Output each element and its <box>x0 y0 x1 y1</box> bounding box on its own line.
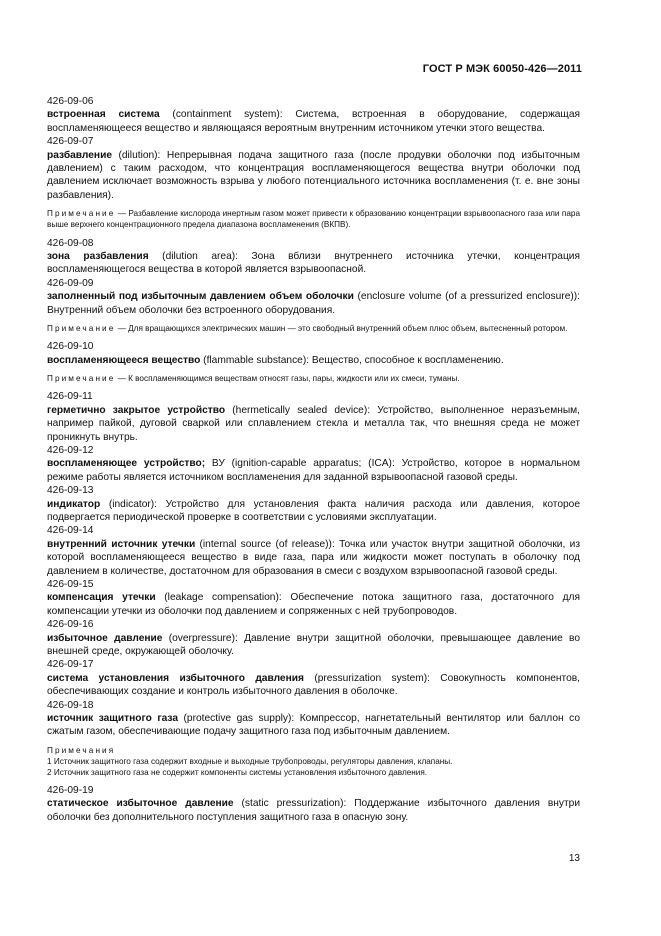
term-text: (containment system): Система, встроенная в оборудование, содержащая воспламеняющееся вещество и являющаяся вероятным внутренним источником утечки этого вещества. <box>47 109 580 134</box>
note-label: Примечание <box>47 324 116 334</box>
term-title: воспламеняющее устройство; <box>47 458 206 470</box>
term-text: (static pressurization): Поддержание избыточного давления внутри оболочки без дополнительного поступления защитного газа в опасную зону. <box>47 798 581 823</box>
term-title: внутренний источник утечки <box>47 538 196 550</box>
term-number: 426-09-11 <box>47 391 93 403</box>
term-entry <box>47 390 580 444</box>
term-title: статическое избыточное давление <box>47 798 234 810</box>
note-item: 2 Источник защитного газа не содержит компоненты системы установления избыточного давления. <box>47 767 428 777</box>
term-title: герметично закрытое устройство <box>47 404 226 416</box>
term-definition <box>47 591 580 618</box>
note-item: 1 Источник защитного газа содержит входные и выходные трубопроводы, регуляторы давления, клапаны. <box>47 756 453 766</box>
note-text: — Для вращающихся электрических машин — это свободный внутренний объем плюс объем, вытесненный ротором. <box>115 324 568 334</box>
term-text: (dilution area): Зона вблизи внутреннего источника утечки, концентрация воспламеняющегося вещества в которой является взрывоопасной. <box>47 251 580 276</box>
term-text: (enclosure volume (of a pressurized enclosure)): Внутренний объем оболочки без встроенного оборудования. <box>47 291 580 316</box>
term-definition <box>47 712 580 739</box>
term-entry <box>47 524 580 578</box>
term-entry <box>47 135 580 230</box>
term-definition <box>47 354 580 367</box>
term-text: (indicator): Устройство для установления факта наличия расхода или давления, которое подвергается периодической проверке в соответствии с условиями эксплуатации. <box>47 498 580 523</box>
term-title: индикатор <box>47 498 101 510</box>
term-definition <box>47 149 580 203</box>
term-text: (leakage compensation): Обеспечение потока защитного газа, достаточного для компенсации утечки из оболочки под давлением и сопряженных с ней трубопроводов. <box>47 592 580 617</box>
term-number: 426-09-15 <box>47 579 94 590</box>
term-entry <box>47 784 580 824</box>
term-title: компенсация утечки <box>47 592 156 604</box>
term-note <box>47 373 580 384</box>
term-entry <box>47 277 580 334</box>
term-definition <box>47 250 580 277</box>
term-number: 426-09-18 <box>47 699 94 711</box>
term-definition <box>47 457 580 484</box>
term-title: разбавление <box>47 149 112 161</box>
term-definition <box>47 404 580 444</box>
term-text: (pressurization system): Совокупность компонентов, обеспечивающих создание и контроль избыточного давления в оболочке. <box>47 672 580 698</box>
term-number: 426-09-19 <box>47 784 94 796</box>
term-text: (flammable substance): Вещество, способное к воспламенению. <box>200 354 504 366</box>
term-number: 426-09-06 <box>47 96 94 107</box>
term-number: 426-09-16 <box>47 619 94 631</box>
page-number: 13 <box>568 853 580 864</box>
term-number: 426-09-07 <box>47 136 94 148</box>
term-entry <box>47 699 580 778</box>
term-title: избыточное давление <box>47 632 163 644</box>
term-note <box>47 323 580 334</box>
term-definition <box>47 797 580 824</box>
term-number: 426-09-17 <box>47 659 94 671</box>
notes-title: Примечания <box>47 745 116 755</box>
term-text: (dilution): Непрерывная подача защитного газа (после продувки оболочки под избыточным давлением) с таким расходом, что концентрация воспламеняющегося вещества внутри оболочки под давлением исключает возможность взрыва у любого потенциального источника воспламенения (т. е. вне зоны разбавления). <box>47 149 580 201</box>
term-title: воспламеняющееся вещество <box>47 354 201 366</box>
term-text: ВУ (ignition-capable apparatus; (ICA): Устройство, которое в нормальном режиме работы является источником воспламенения для заданной взрывоопасной газовой среды. <box>47 458 580 483</box>
term-text: (overpressure): Давление внутри защитной оболочки, превышающее давление во внешней среде, окружающей оболочку. <box>47 632 580 658</box>
term-title: встроенная система <box>47 109 160 121</box>
term-text: (hermetically sealed device): Устройство, выполненное неразъемным, например пайкой, дуговой сваркой или сплавлением стекла и металла так, что внешняя среда не может проникнуть внутрь. <box>47 404 580 443</box>
term-entry <box>47 578 580 618</box>
terms-list <box>47 95 580 824</box>
term-entry <box>47 237 580 277</box>
term-definition <box>47 632 580 659</box>
term-text: (protective gas supply): Компрессор, нагнетательный вентилятор или баллон со сжатым газом, обеспечивающие подачу защитного газа под избыточным давлением. <box>47 713 580 738</box>
term-notes <box>47 745 580 778</box>
term-entry <box>47 95 580 135</box>
term-definition <box>47 538 580 578</box>
term-number: 426-09-10 <box>47 341 94 353</box>
term-title: источник защитного газа <box>47 713 178 725</box>
term-number: 426-09-14 <box>47 525 94 537</box>
term-definition <box>47 290 580 317</box>
term-number: 426-09-08 <box>47 237 94 249</box>
term-number: 426-09-09 <box>47 277 94 289</box>
term-text: (internal source (of release)): Точка или участок внутри защитной оболочки, из которой воспламеняющееся вещество в виде газа, пара или жидкости может поступать в оболочку под давлением в количестве, достаточном для образования в смеси с воздухом взрывоопасной газовой среды. <box>47 538 580 577</box>
term-definition <box>47 498 580 525</box>
term-number: 426-09-13 <box>47 485 94 497</box>
term-title: зона разбавления <box>47 251 149 263</box>
term-title: заполненный под избыточным давлением объем оболочки <box>47 291 354 303</box>
note-label: Примечание <box>47 209 116 219</box>
term-entry <box>47 658 580 698</box>
note-label: Примечание <box>47 374 116 384</box>
term-definition <box>47 108 580 135</box>
term-entry <box>47 484 580 524</box>
term-entry <box>47 444 580 484</box>
term-title: система установления избыточного давления <box>47 672 304 684</box>
term-entry <box>47 618 580 658</box>
term-definition <box>47 672 580 699</box>
term-note <box>47 208 580 230</box>
term-entry <box>47 340 580 384</box>
document-header: ГОСТ Р МЭК 60050-426—2011 <box>422 63 582 75</box>
term-number: 426-09-12 <box>47 444 94 456</box>
note-text: — К воспламеняющимся веществам относят газы, пары, жидкости или их смеси, туманы. <box>115 374 460 384</box>
note-text: — Разбавление кислорода инертным газом может привести к образованию концентрации взрывоопасного газа или пара выше верхнего концентрационного предела диапазона воспламенения (ВКПВ). <box>47 209 580 230</box>
